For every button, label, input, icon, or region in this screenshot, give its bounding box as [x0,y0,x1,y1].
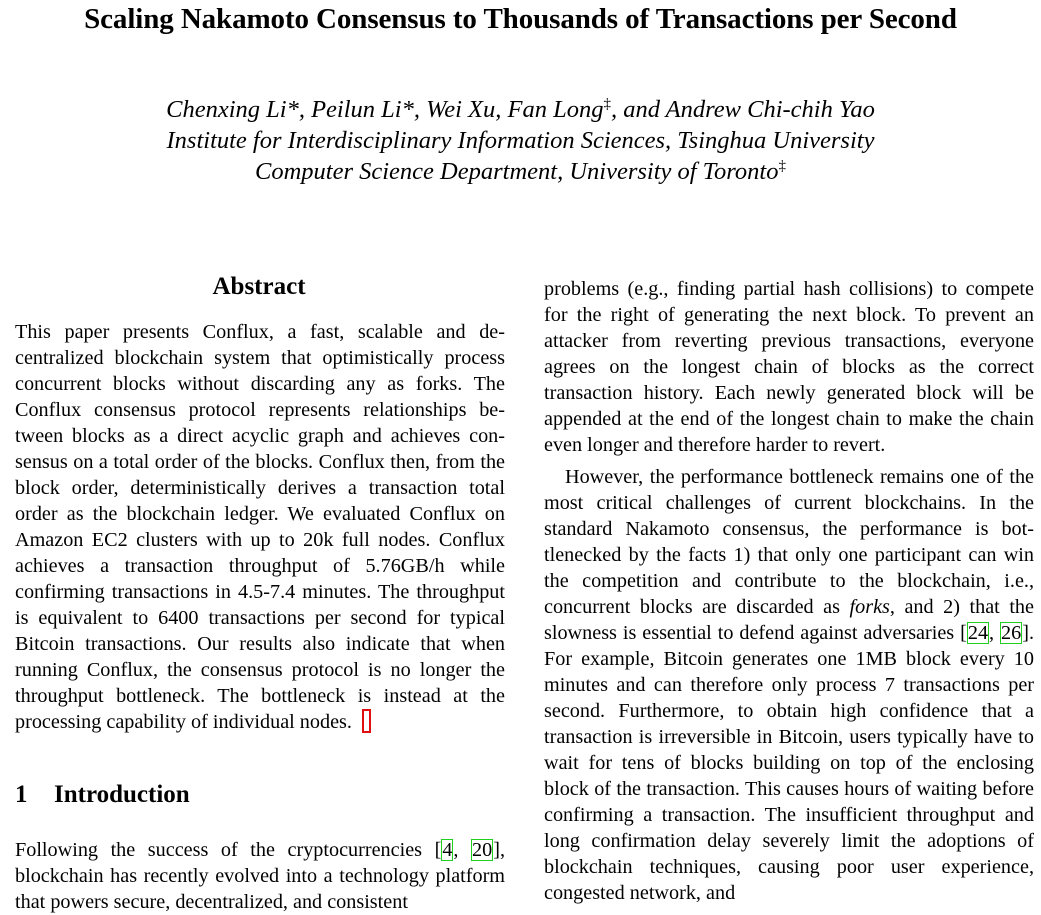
intro-body [15,837,505,915]
abstract-text: This paper presents Conflux, a fast, scalable and decentralized blockchain system that optimistically process concurrent blocks without discarding any as forks. The Conflux consensus protocol represents relationships between blocks as a direct acyclic graph and achieves consensus on a total order of the blocks. Conflux then, from the block order, deterministically derives a transaction total order as the blockchain ledger. We evaluated Conflux on Amazon EC2 clusters with up to 20k full nodes. Conflux achieves a transaction throughput of 5.76GB/h while confirming transactions in 4.5-7.4 minutes. The throughput is equivalent to 6400 transactions per second for typical Bitcoin transactions. Our results also indicate that when running Conflux, the consensus protocol is no longer the throughput bottleneck. The bottleneck is instead at the processing capability of individual nodes. [15,321,505,733]
abstract-body [15,319,505,735]
section-heading-introduction [15,779,190,811]
citation-link[interactable]: 24 [967,622,989,644]
intro-paragraph: Following the success of the cryptocurrencies [4, 20], blockchain has recently evolved into a technology platform that powers secure, decentralized, and consistent [15,839,506,913]
emphasis-forks: forks [849,596,890,618]
citation-link[interactable]: 26 [1001,622,1022,644]
section-number: 1 [15,781,28,808]
citation-link[interactable]: 20 [472,839,493,861]
affiliation-tsinghua: Institute for Interdisciplinary Information Sciences, Tsinghua University [166,127,875,154]
affiliation-marker: ‡ [603,96,611,112]
affiliation-toronto: Computer Science Department, University of Toronto‡ [254,158,786,185]
abstract-heading: Abstract [212,273,306,300]
author-list: Chenxing Li*, Peilun Li*, Wei Xu, Fan Long‡, and Andrew Chi-chih Yao [166,96,875,123]
end-of-abstract-marker[interactable] [362,709,371,733]
citation-link[interactable]: 4 [442,839,453,861]
affiliation-marker: ‡ [778,158,786,174]
author-block [0,94,1041,187]
paper-title: Scaling Nakamoto Consensus to Thousands of Transactions per Second [84,3,957,35]
paragraph: However, the performance bottleneck remains one of the most critical challenges of current blockchains. In the standard Nakamoto consensus, the performance is bottlenecked by the facts 1) that only one participant can win the competition and contribute to the blockchain, i.e., concurrent blocks are discarded as forks, and 2) that the slowness is essential to defend against adversaries [24, 26]. For example, Bitcoin generates one 1MB block every 10 minutes and can therefore only process 7 transactions per second. Furthermore, to obtain high confidence that a transaction is irreversible in Bitcoin, users typically have to wait for tens of blocks building on top of the enclosing block of the transaction. This causes hours of waiting before confirming a transaction. The insufficient throughput and long confirmation delay severely limit the adoptions of blockchain techniques, causing poor user experience, congested network, and [544,466,1035,904]
paragraph: problems (e.g., finding partial hash collisions) to compete for the right of generating the next block. To prevent an attacker from reverting previous transactions, everyone agrees on the longest chain of blocks as the correct transaction history. Each newly generated block will be appended at the end of the longest chain to make the chain even longer and therefore harder to revert. [544,278,1034,456]
right-column-body [544,276,1034,906]
section-title: Introduction [54,781,190,808]
